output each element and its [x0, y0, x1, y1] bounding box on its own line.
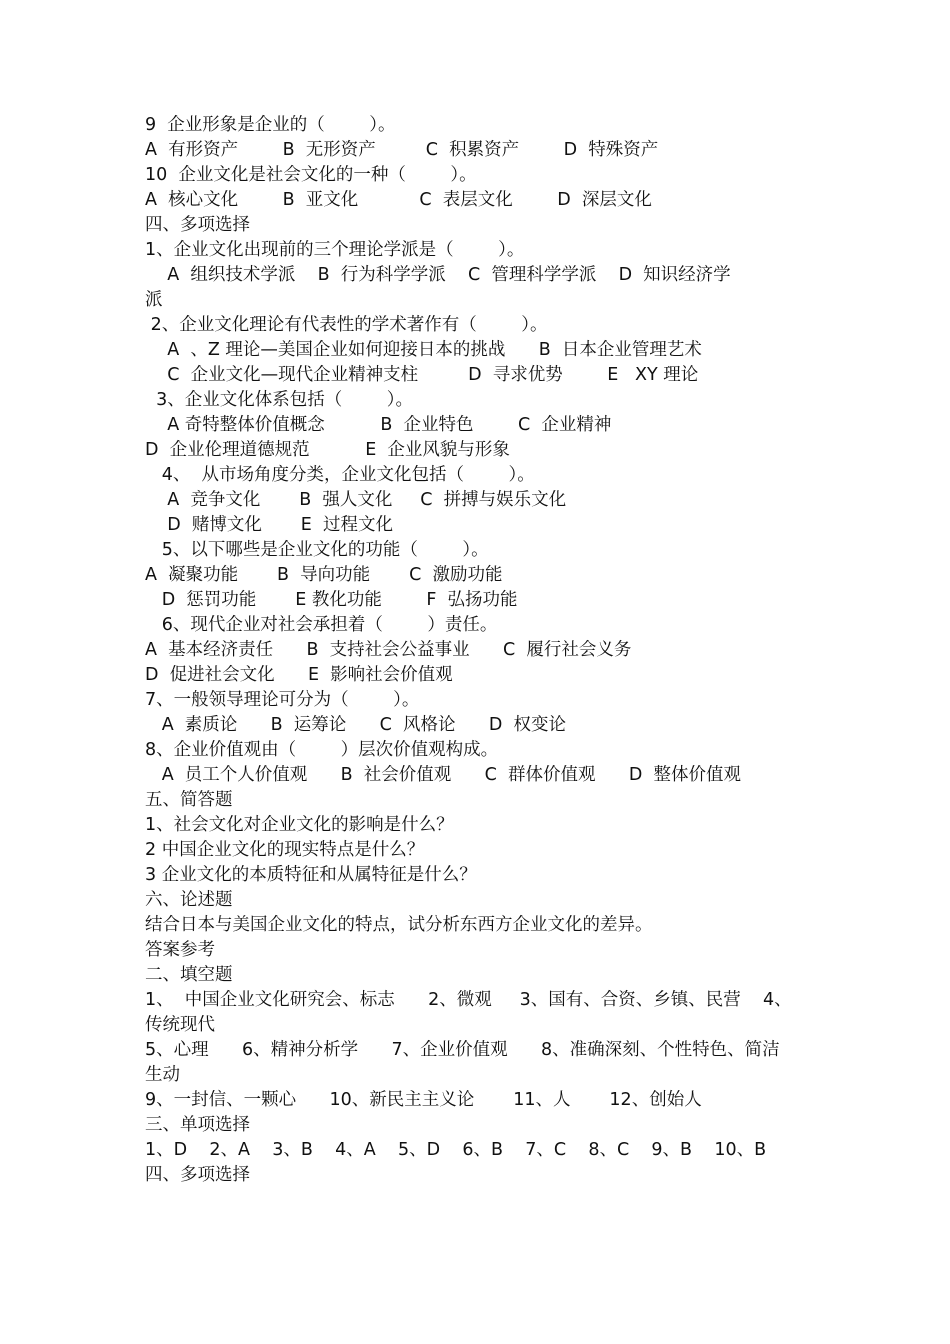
section-heading-multi-choice: 四、多项选择	[145, 215, 250, 235]
mc-question-5-options-d: D 惩罚功能 E 教化功能 F 弘扬功能	[145, 590, 518, 610]
mc-question-1-options-cont: 派	[145, 290, 163, 310]
answers-fill-blank-heading: 二、填空题	[145, 965, 233, 985]
mc-question-7: 7、一般领导理论可分为（ ）。	[145, 690, 420, 710]
mc-question-3-options-a: A 奇特整体价值概念 B 企业特色 C 企业精神	[145, 415, 612, 435]
section-heading-essay: 六、论述题	[145, 890, 233, 910]
short-answer-3: 3 企业文化的本质特征和从属特征是什么？	[145, 865, 477, 885]
mc-question-2: 2、企业文化理论有代表性的学术著作有（ ）。	[145, 315, 548, 335]
mc-question-6-options-d: D 促进社会文化 E 影响社会价值观	[145, 665, 453, 685]
answers-heading: 答案参考	[145, 940, 215, 960]
answers-fill-blank-line-5: 9、一封信、一颗心 10、新民主主义论 11、人 12、创始人	[145, 1090, 702, 1110]
question-9-options: A 有形资产 B 无形资产 C 积累资产 D 特殊资产	[145, 140, 659, 160]
mc-question-4-options-d: D 赌博文化 E 过程文化	[145, 515, 393, 535]
mc-question-4: 4、 从市场角度分类，企业文化包括（ ）。	[145, 465, 535, 485]
mc-question-5-options-a: A 凝聚功能 B 导向功能 C 激励功能	[145, 565, 503, 585]
answers-fill-blank-line-3: 5、心理 6、精神分析学 7、企业价值观 8、准确深刻、个性特色、简洁	[145, 1040, 780, 1060]
question-9: 9 企业形象是企业的（ ）。	[145, 115, 396, 135]
mc-question-1: 1、企业文化出现前的三个理论学派是（ ）。	[145, 240, 525, 260]
answers-fill-blank-line-1: 1、 中国企业文化研究会、标志 2、微观 3、国有、合资、乡镇、民营 4、	[145, 990, 792, 1010]
mc-question-1-options: A 组织技术学派 B 行为科学学派 C 管理科学学派 D 知识经济学	[145, 265, 731, 285]
mc-question-6: 6、现代企业对社会承担着（ ）责任。	[145, 615, 498, 635]
mc-question-5: 5、以下哪些是企业文化的功能（ ）。	[145, 540, 489, 560]
mc-question-3: 3、企业文化体系包括（ ）。	[145, 390, 414, 410]
short-answer-2: 2 中国企业文化的现实特点是什么？	[145, 840, 425, 860]
mc-question-8: 8、企业价值观由（ ）层次价值观构成。	[145, 740, 499, 760]
mc-question-4-options-a: A 竞争文化 B 强人文化 C 拼搏与娱乐文化	[145, 490, 567, 510]
short-answer-1: 1、社会文化对企业文化的影响是什么？	[145, 815, 454, 835]
answers-single-choice-heading: 三、单项选择	[145, 1115, 250, 1135]
answers-multi-choice-heading: 四、多项选择	[145, 1165, 250, 1185]
mc-question-7-options: A 素质论 B 运筹论 C 风格论 D 权变论	[145, 715, 566, 735]
essay-question: 结合日本与美国企业文化的特点，试分析东西方企业文化的差异。	[145, 915, 653, 935]
mc-question-3-options-d: D 企业伦理道德规范 E 企业风貌与形象	[145, 440, 510, 460]
question-10: 10 企业文化是社会文化的一种（ ）。	[145, 165, 477, 185]
answers-fill-blank-line-4: 生动	[145, 1065, 180, 1085]
section-heading-short-answer: 五、简答题	[145, 790, 233, 810]
mc-question-2-options-c: C 企业文化—现代企业精神支柱 D 寻求优势 E XY 理论	[145, 365, 699, 385]
mc-question-8-options: A 员工个人价值观 B 社会价值观 C 群体价值观 D 整体价值观	[145, 765, 741, 785]
mc-question-6-options-a: A 基本经济责任 B 支持社会公益事业 C 履行社会义务	[145, 640, 632, 660]
question-10-options: A 核心文化 B 亚文化 C 表层文化 D 深层文化	[145, 190, 652, 210]
answers-single-choice: 1、D 2、A 3、B 4、A 5、D 6、B 7、C 8、C 9、B 10、B	[145, 1140, 767, 1160]
answers-fill-blank-line-2: 传统现代	[145, 1015, 215, 1035]
mc-question-2-options-a: A 、Z 理论—美国企业如何迎接日本的挑战 B 日本企业管理艺术	[145, 340, 702, 360]
